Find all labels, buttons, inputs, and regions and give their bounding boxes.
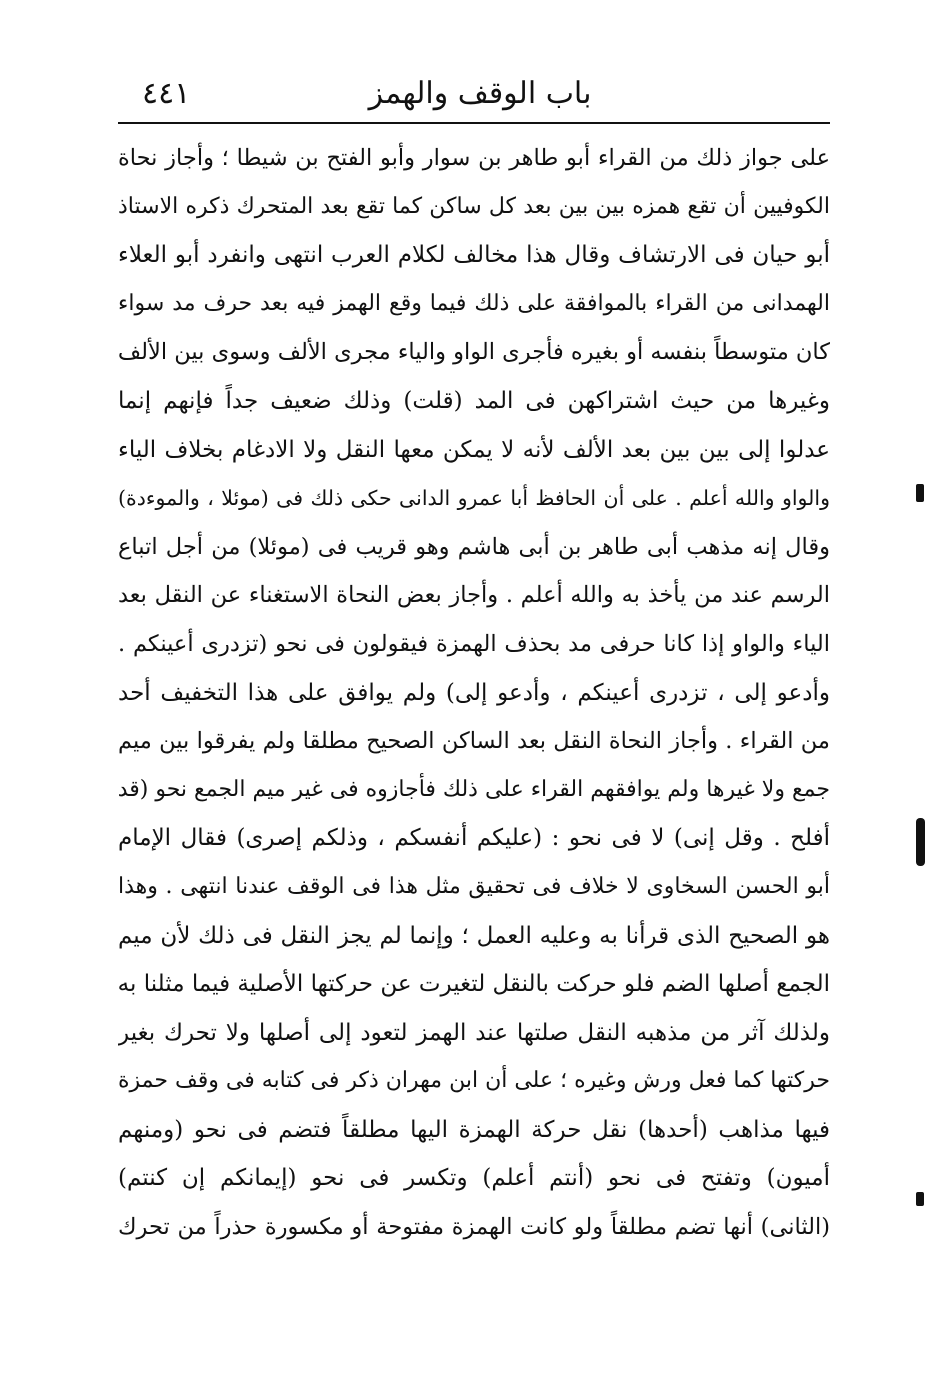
text-line: أميون) وتفتح فى نحو (أنتم أعلم) وتكسر فى نحو (إيمانكم إن كنتم) (118, 1165, 830, 1192)
text-line: أبو حيان فى الارتشاف وقال هذا مخالف لكلام العرب انتهى وانفرد أبو العلاء (118, 242, 830, 269)
text-line: من القراء . وأجاز النحاة النقل بعد الساكن الصحيح مطلقا ولم يفرقوا بين ميم (118, 728, 830, 755)
text-line: فيها مذاهب (أحدها) نقل حركة الهمزة اليها مطلقاً فتضم فى نحو (ومنهم (118, 1116, 830, 1143)
text-line: وأدعو إلى ، تزدرى أعينكم ، وأدعو إلى) ولم يوافق على هذا التخفيف أحد (118, 679, 830, 706)
text-line: أفلح . وقل إنى) لا فى نحو : (عليكم أنفسكم ، وذلكم إصرى) فقال الإمام (118, 825, 830, 852)
text-line: كان متوسطاً بنفسه أو بغيره فأجرى الواو والياء مجرى الألف وسوى بين الألف (118, 339, 830, 366)
text-line: جمع ولا غيرها ولم يوافقهم القراء على ذلك فأجازوه فى غير ميم الجمع نحو (قد (118, 776, 830, 802)
running-head (130, 74, 830, 118)
margin-ink-mark (916, 818, 925, 866)
body-text (118, 134, 830, 1252)
header-divider (118, 122, 830, 124)
text-line: وقال إنه مذهب أبى طاهر بن أبى هاشم وهو قريب فى (موئلا) من أجل اتباع (118, 533, 830, 560)
text-line: والواو والله أعلم . على أن الحافظ أبا عمرو الدانى حكى ذلك فى (موئلا ، والموءدة) (118, 486, 830, 511)
text-line: هو الصحيح الذى قرأنا به وعليه العمل ؛ وإنما لم يجز النقل فى ذلك لأن ميم (118, 922, 830, 949)
text-line: ولذلك آثر من مذهبه النقل صلتها عند الهمز لتعود إلى أصلها ولا تحرك بغير (118, 1019, 830, 1046)
text-line: الياء والواو إذا كانا حرفى مد بحذف الهمزة فيقولون فى نحو (تزدرى أعينكم . (118, 630, 830, 657)
text-line: حركتها كما فعل ورش وغيره ؛ على أن ابن مهران ذكر فى كتابه فى وقف حمزة (118, 1068, 830, 1094)
text-line: وغيرها من حيث اشتراكهن فى المد (قلت) وذلك ضعيف جداً فإنهم إنما (118, 387, 830, 414)
margin-ink-mark (916, 1192, 924, 1206)
text-line: الجمع أصلها الضم فلو حركت بالنقل لتغيرت عن حركتها الأصلية فيما مثلنا به (118, 971, 830, 998)
page-number: ٤٤١ (142, 76, 191, 111)
text-line: عدلوا إلى بين بين بعد الألف لأنه لا يمكن معها النقل ولا الادغام بخلاف الياء (118, 436, 830, 463)
chapter-title: باب الوقف والهمز (368, 76, 592, 111)
text-line: أبو الحسن السخاوى لا خلاف فى تحقيق مثل هذا فى الوقف عندنا انتهى . وهذا (118, 873, 830, 899)
text-line: الكوفيين أن تقع همزه بين بين بعد كل ساكن كما تقع بعد المتحرك ذكره الاستاذ (118, 193, 830, 219)
margin-ink-mark (916, 484, 924, 502)
text-line: الهمدانى من القراء بالموافقة على ذلك فيما وقع الهمز فيه بعد حرف مد سواء (118, 290, 830, 316)
text-line: الرسم عند من يأخذ به والله أعلم . وأجاز بعض النحاة الاستغناء عن النقل بعد (118, 582, 830, 609)
text-line: على جواز ذلك من القراء أبو طاهر بن سوار وأبو الفتح بن شيطا ؛ وأجاز نحاة (118, 145, 830, 171)
text-line: (الثانى) أنها تضم مطلقاً ولو كانت الهمزة مفتوحة أو مكسورة حذراً من تحرك (118, 1214, 830, 1241)
